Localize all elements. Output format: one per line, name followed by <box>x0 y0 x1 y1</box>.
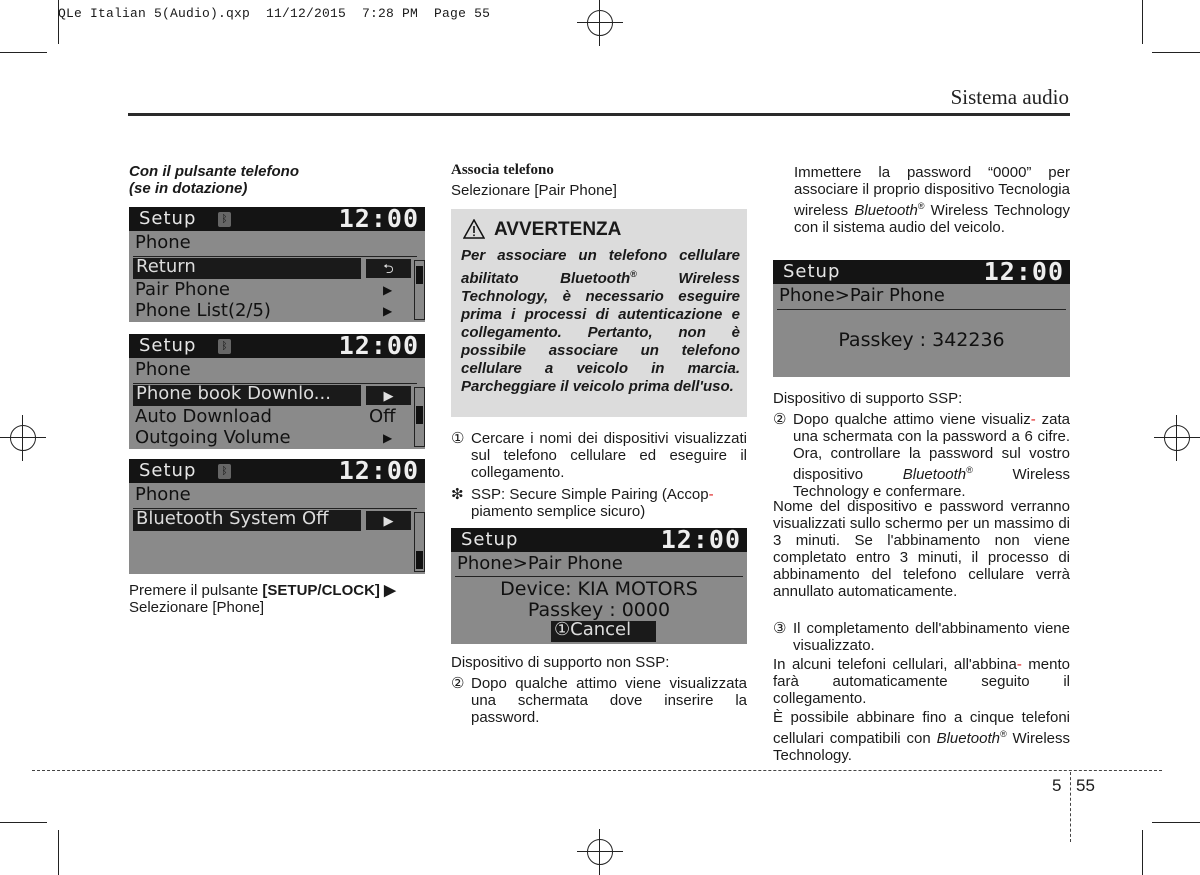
chevron-right-icon[interactable]: ▶ <box>366 511 411 530</box>
crop-mark <box>0 52 47 53</box>
paragraph-five-phones: È possibile abbinare fino a cinque telefoni cellulari compatibili con Bluetooth® Wireless Technology. <box>773 709 1071 764</box>
device-name: Device: KIA MOTORS <box>500 578 698 600</box>
warning-icon <box>463 219 485 239</box>
step-3: ③ Il completamento dell'abbinamento viene visualizzato. <box>773 620 1070 654</box>
crop-mark <box>1152 52 1200 53</box>
menu-item-phone-list[interactable]: Phone List(2/5) <box>135 300 271 321</box>
ssp-label: Dispositivo di supporto SSP: <box>773 390 963 407</box>
screen-title: Phone>Pair Phone <box>457 553 623 574</box>
lcd-screen-bluetooth-off <box>129 459 425 574</box>
mode-label: Setup <box>139 460 197 481</box>
mode-label: Setup <box>139 208 197 229</box>
menu-item-outgoing-volume[interactable]: Outgoing Volume <box>135 427 291 448</box>
pair-phone-heading: Associa telefono <box>451 162 554 178</box>
chevron-right-icon: ▶ <box>383 304 393 318</box>
bluetooth-icon: ᛒ <box>218 464 231 479</box>
passkey: Passkey : 0000 <box>527 599 671 621</box>
return-icon[interactable]: ⮌ <box>366 259 411 278</box>
scrollbar[interactable] <box>414 387 425 447</box>
ssp-note: ❇ SSP: Secure Simple Pairing (Accop- piamento semplice sicuro) <box>451 486 714 520</box>
page-divider <box>1070 772 1071 842</box>
chevron-right-icon[interactable]: ▶ <box>366 386 411 405</box>
menu-item-return[interactable]: Return <box>133 258 361 279</box>
screen-title: Phone>Pair Phone <box>779 285 945 306</box>
clock: 12:00 <box>983 260 1064 286</box>
scrollbar[interactable] <box>414 260 425 320</box>
step-1: ① Cercare i nomi dei dispositivi visualizzati sul telefono cellulare ed eseguire il collegamento. <box>451 430 747 481</box>
lcd-screen-phone-options <box>129 334 425 449</box>
setup-instruction: Premere il pulsante [SETUP/CLOCK] ▶ Selezionare [Phone] <box>129 582 396 616</box>
registration-mark <box>577 0 623 46</box>
page-number: 55 <box>1076 776 1095 795</box>
passkey: Passkey : 342236 <box>838 329 1005 351</box>
paragraph-timeout: Nome del dispositivo e password verranno visualizzati sullo schermo per un massimo di 3 minuti. Se l'abbinamento non viene completato entro 3 minuti, il processo di abbinamento del telefono cellulare verrà annullato automaticamente. <box>773 498 1070 600</box>
lcd-screen-pair-phone-ssp <box>451 528 747 644</box>
paragraph-auto-connect: In alcuni telefoni cellulari, all'abbina- mento farà automaticamente seguito il collegamento. <box>773 656 1070 707</box>
lcd-screen-pair-phone-passkey <box>773 260 1070 377</box>
warning-text: Per associare un telefono cellulare abilitato Bluetooth® Wireless Technology, è necessario eseguire prima i processi di autenticazione e collegamento. Pertanto, non è possibile associare un telefono cellulare a veicolo in marcia. Parcheggiare il veicolo prima dell'uso. <box>461 247 740 395</box>
screen-title: Phone <box>135 484 191 505</box>
menu-item-bluetooth-system-off[interactable]: Bluetooth System Off <box>133 510 361 531</box>
clock: 12:00 <box>338 459 419 485</box>
mode-label: Setup <box>783 261 841 282</box>
lcd-screen-phone-menu <box>129 207 425 322</box>
footer-rule <box>32 770 1162 771</box>
screen-title: Phone <box>135 232 191 253</box>
phone-button-heading: Con il pulsante telefono (se in dotazione) <box>129 163 300 197</box>
warning-title: AVVERTENZA <box>494 219 622 240</box>
menu-item-pair-phone[interactable]: Pair Phone <box>135 279 230 300</box>
crop-mark <box>0 822 47 823</box>
menu-item-auto-download[interactable]: Auto Download <box>135 406 272 427</box>
scrollbar[interactable] <box>414 512 425 572</box>
non-ssp-label: Dispositivo di supporto non SSP: <box>451 654 670 671</box>
chevron-right-icon: ▶ <box>383 283 393 297</box>
clock: 12:00 <box>338 207 419 233</box>
crop-mark <box>1142 0 1143 44</box>
step-2-non-ssp: ② Dopo qualche attimo viene visualizzata una schermata dove inserire la password. <box>451 675 747 726</box>
step-2-ssp: ② Dopo qualche attimo viene visualiz- zata una schermata con la password a 6 cifre. Ora, controllare la password sul vostro dispositivo Bluetooth® Wireless Technology e confermare. <box>773 411 1070 500</box>
crop-mark <box>58 830 59 875</box>
pair-phone-subheading: Selezionare [Pair Phone] <box>451 182 617 199</box>
crop-mark <box>1142 830 1143 875</box>
cancel-button[interactable]: ①Cancel <box>551 621 656 642</box>
header-rule <box>128 113 1070 116</box>
bluetooth-icon: ᛒ <box>218 339 231 354</box>
registration-mark <box>1154 415 1200 461</box>
clock: 12:00 <box>660 528 741 554</box>
crop-mark <box>1152 822 1200 823</box>
menu-item-phonebook-download[interactable]: Phone book Downlo... <box>133 385 361 406</box>
mode-label: Setup <box>139 335 197 356</box>
section-title: Sistema audio <box>950 85 1069 109</box>
registration-mark <box>577 829 623 875</box>
auto-download-value: Off <box>369 406 396 427</box>
chevron-right-icon: ▶ <box>383 431 393 445</box>
screen-title: Phone <box>135 359 191 380</box>
registration-mark <box>0 415 46 461</box>
password-intro: Immettere la password “0000” per associare il proprio dispositivo Tecnologia wireless Bluetooth® Wireless Technology con il sistema audio del veicolo. <box>794 164 1070 236</box>
chapter-number: 5 <box>1052 776 1062 795</box>
bluetooth-icon: ᛒ <box>218 212 231 227</box>
clock: 12:00 <box>338 334 419 360</box>
mode-label: Setup <box>461 529 519 550</box>
print-header: QLe Italian 5(Audio).qxp 11/12/2015 7:28 PM Page 55 <box>58 6 491 21</box>
